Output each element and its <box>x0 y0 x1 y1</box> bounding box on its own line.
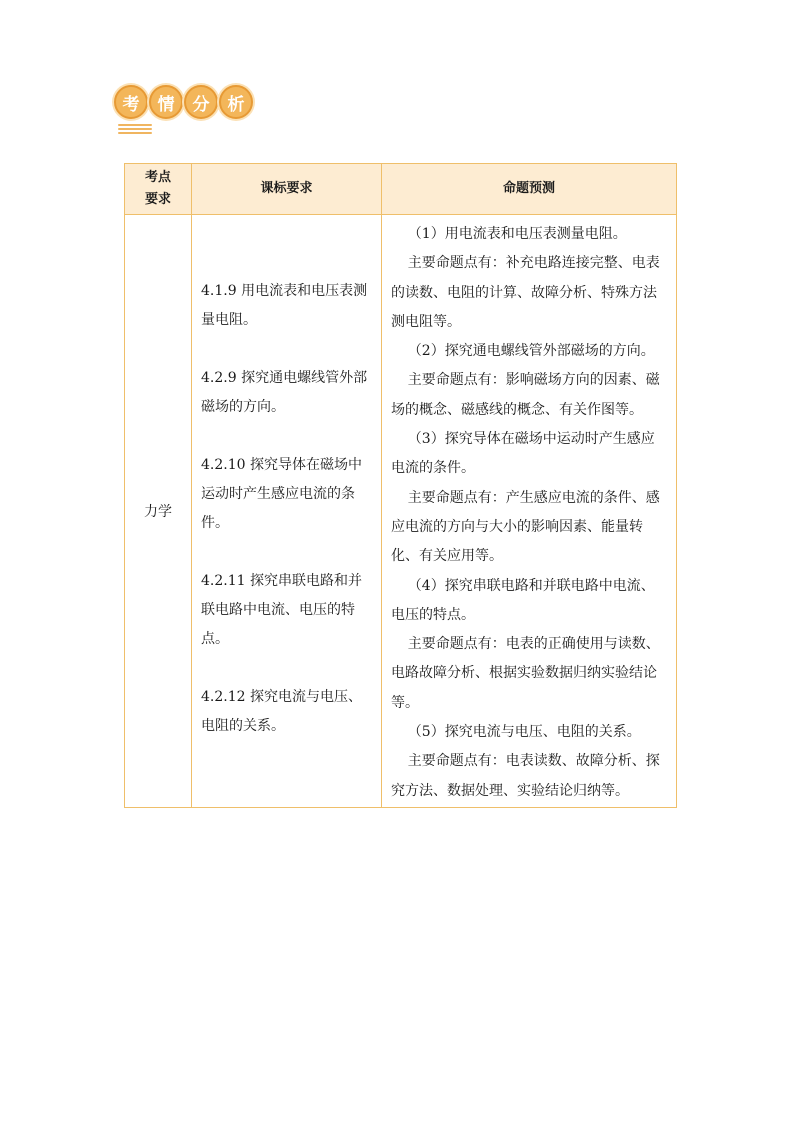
section-badge <box>114 85 253 119</box>
header-topic-line: 考点 <box>144 170 171 185</box>
badge-char: 情 <box>149 85 183 119</box>
badge-char: 分 <box>184 85 218 119</box>
curriculum-cell <box>192 215 382 808</box>
standard-item: 4.2.12 探究电流与电压、电阻的关系。 <box>201 689 362 734</box>
prediction-heading: （3）探究导体在磁场中运动时产生感应电流的条件。 <box>391 431 655 477</box>
prediction-detail: 主要命题点有：补充电路连接完整、电表的读数、电阻的计算、故障分析、特殊方法测电阻等。 <box>391 255 660 330</box>
prediction-detail: 主要命题点有：电表读数、故障分析、探究方法、数据处理、实验结论归纳等。 <box>391 753 660 799</box>
prediction-detail: 主要命题点有：产生感应电流的条件、感应电流的方向与大小的影响因素、能量转化、有关应用等。 <box>391 489 660 565</box>
header-topic-requirement <box>125 164 192 215</box>
standard-item: 4.2.9 探究通电螺线管外部磁场的方向。 <box>201 370 368 415</box>
standard-item: 4.1.9 用电流表和电压表测量电阻。 <box>201 283 368 328</box>
header-topic-line: 要求 <box>144 192 171 207</box>
prediction-cell <box>382 215 677 808</box>
badge-underline-decoration <box>118 124 152 132</box>
table-row <box>125 215 677 808</box>
header-exam-prediction: 命题预测 <box>382 164 677 215</box>
table-header-row <box>125 164 677 215</box>
prediction-heading: （4）探究串联电路和并联电路中电流、电压的特点。 <box>391 577 655 623</box>
prediction-heading: （5）探究电流与电压、电阻的关系。 <box>407 724 641 741</box>
prediction-heading: （2）探究通电螺线管外部磁场的方向。 <box>407 343 655 360</box>
prediction-detail: 主要命题点有：影响磁场方向的因素、磁场的概念、磁感线的概念、有关作图等。 <box>391 372 660 418</box>
topic-cell: 力学 <box>125 215 192 808</box>
header-curriculum-requirement: 课标要求 <box>192 164 382 215</box>
standard-item: 4.2.10 探究导体在磁场中运动时产生感应电流的条件。 <box>201 457 362 531</box>
prediction-heading: （1）用电流表和电压表测量电阻。 <box>407 226 627 242</box>
standard-item: 4.2.11 探究串联电路和并联电路中电流、电压的特点。 <box>201 573 362 647</box>
prediction-detail: 主要命题点有：电表的正确使用与读数、电路故障分析、根据实验数据归纳实验结论等。 <box>391 636 660 711</box>
badge-char: 考 <box>114 85 148 119</box>
exam-analysis-table <box>124 163 677 808</box>
badge-char: 析 <box>219 85 253 119</box>
